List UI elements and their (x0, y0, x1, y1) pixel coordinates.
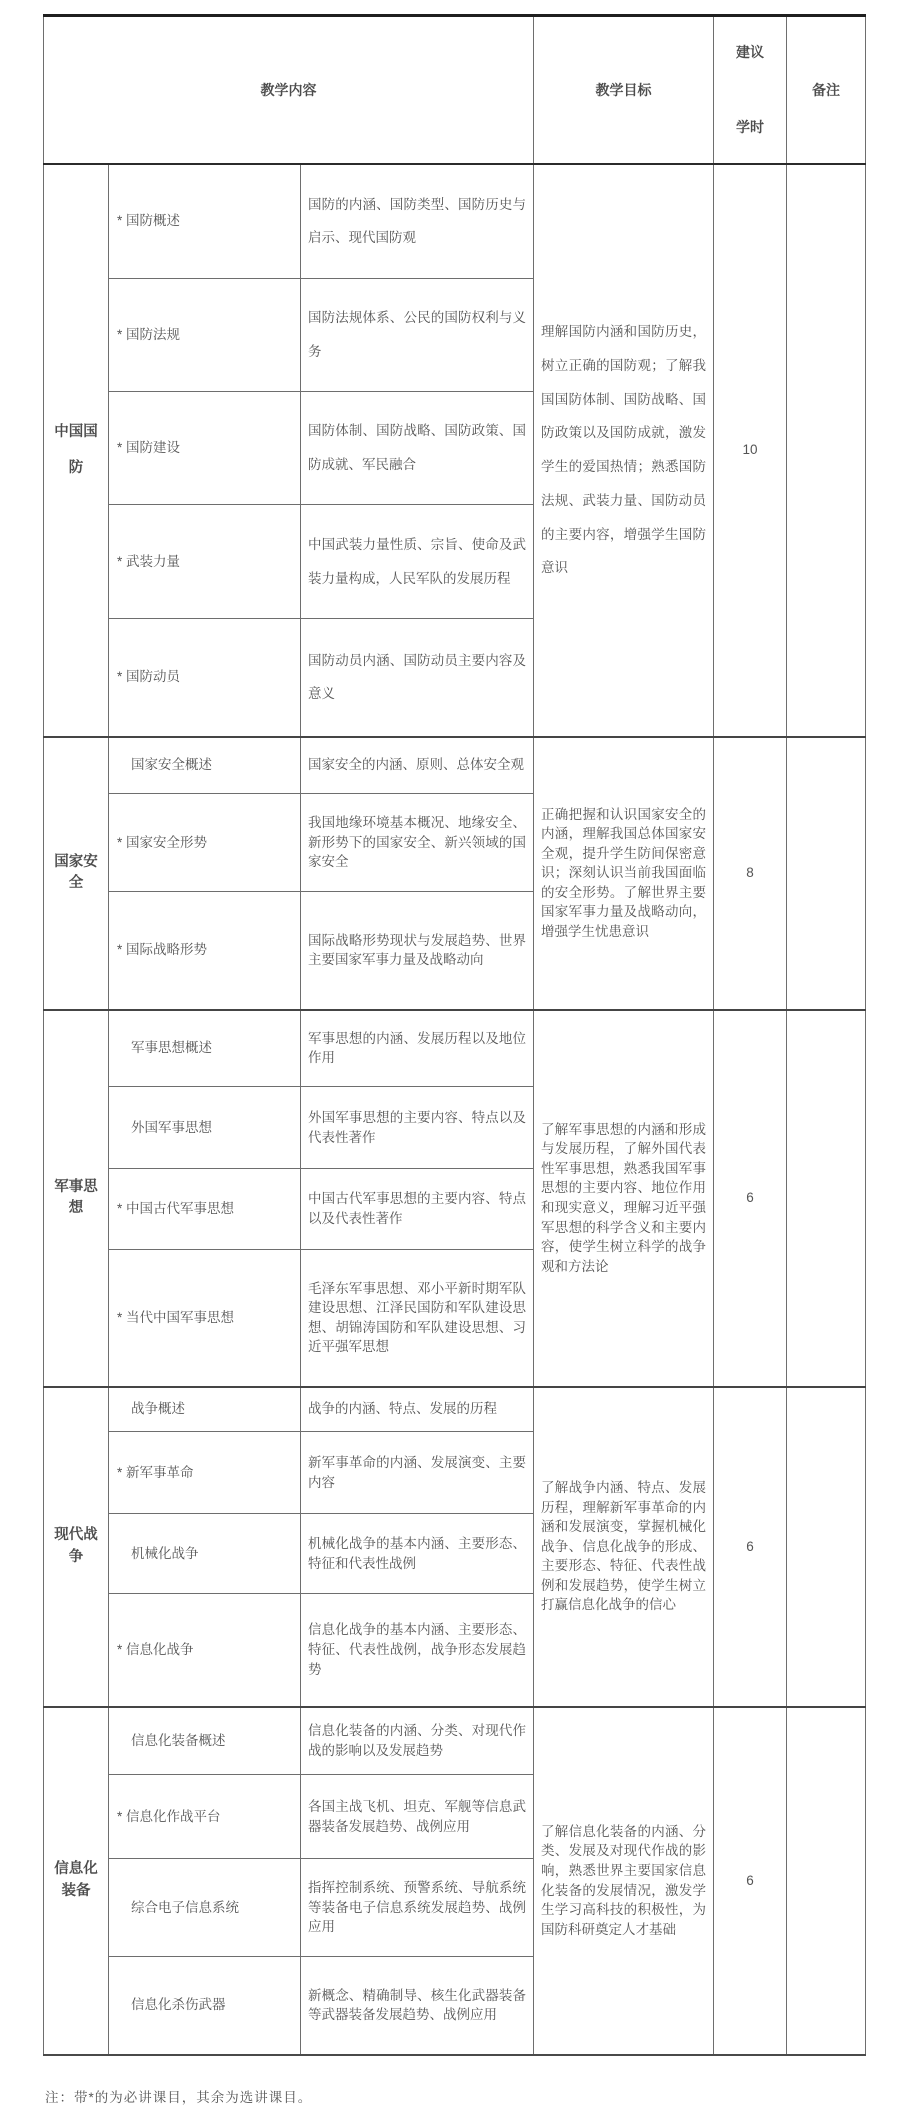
table-row (44, 1707, 866, 1775)
section-china-national-defense (44, 164, 866, 737)
category-cell: 现代战争 (44, 1387, 109, 1707)
topic-cell: 外国军事思想 (109, 1087, 301, 1169)
detail-cell: 信息化战争的基本内涵、主要形态、特征、代表性战例，战争形态发展趋势 (301, 1594, 534, 1707)
topic-cell: 战争概述 (109, 1387, 301, 1432)
topic-cell: * 信息化战争 (109, 1594, 301, 1707)
curriculum-table (43, 14, 866, 2056)
category-cell: 中国国防 (44, 164, 109, 737)
table-row (44, 1387, 866, 1432)
detail-cell: 机械化战争的基本内涵、主要形态、特征和代表性战例 (301, 1514, 534, 1594)
header-teaching-objective: 教学目标 (534, 16, 714, 164)
objective-cell: 了解信息化装备的内涵、分类、发展及对现代作战的影响，熟悉世界主要国家信息化装备的发展情况，激发学生学习高科技的积极性，为国防科研奠定人才基础 (534, 1707, 714, 2055)
section-military-thought (44, 1010, 866, 1387)
topic-cell: 军事思想概述 (109, 1010, 301, 1087)
detail-cell: 国防体制、国防战略、国防政策、国防成就、军民融合 (301, 392, 534, 505)
detail-cell: 各国主战飞机、坦克、军舰等信息武器装备发展趋势、战例应用 (301, 1775, 534, 1859)
footnote: 注：带*的为必讲课目，其余为选讲课目。 (45, 2089, 313, 2105)
detail-cell: 信息化装备的内涵、分类、对现代作战的影响以及发展趋势 (301, 1707, 534, 1775)
category-cell: 军事思想 (44, 1010, 109, 1387)
category-cell: 信息化装备 (44, 1707, 109, 2055)
detail-cell: 外国军事思想的主要内容、特点以及代表性著作 (301, 1087, 534, 1169)
section-modern-warfare (44, 1387, 866, 1707)
section-national-security (44, 737, 866, 1010)
topic-cell: * 信息化作战平台 (109, 1775, 301, 1859)
remark-cell (787, 1010, 866, 1387)
objective-cell: 理解国防内涵和国防历史，树立正确的国防观；了解我国国防体制、国防战略、国防政策以及国防成就，激发学生的爱国热情；熟悉国防法规、武装力量、国防动员的主要内容，增强学生国防意识 (534, 164, 714, 737)
detail-cell: 新概念、精确制导、核生化武器装备等武器装备发展趋势、战例应用 (301, 1957, 534, 2055)
topic-cell: * 国防动员 (109, 619, 301, 737)
hours-cell: 6 (714, 1707, 787, 2055)
detail-cell: 中国古代军事思想的主要内容、特点以及代表性著作 (301, 1169, 534, 1250)
detail-cell: 指挥控制系统、预警系统、导航系统等装备电子信息系统发展趋势、战例应用 (301, 1859, 534, 1957)
remark-cell (787, 737, 866, 1010)
header-suggested-hours (714, 16, 787, 164)
table-row (44, 164, 866, 279)
topic-cell: * 国际战略形势 (109, 892, 301, 1010)
header-suggested-hours-line1: 建议 (736, 43, 765, 60)
topic-cell: 机械化战争 (109, 1514, 301, 1594)
table-row (44, 1010, 866, 1087)
topic-cell: * 国家安全形势 (109, 794, 301, 892)
topic-cell: 国家安全概述 (109, 737, 301, 794)
detail-cell: 国际战略形势现状与发展趋势、世界主要国家军事力量及战略动向 (301, 892, 534, 1010)
topic-cell: * 中国古代军事思想 (109, 1169, 301, 1250)
hours-cell: 6 (714, 1387, 787, 1707)
objective-cell: 了解战争内涵、特点、发展历程，理解新军事革命的内涵和发展演变，掌握机械化战争、信息化战争的形成、主要形态、特征、代表性战例和发展趋势，使学生树立打赢信息化战争的信心 (534, 1387, 714, 1707)
detail-cell: 国家安全的内涵、原则、总体安全观 (301, 737, 534, 794)
detail-cell: 新军事革命的内涵、发展演变、主要内容 (301, 1432, 534, 1514)
detail-cell: 国防法规体系、公民的国防权利与义务 (301, 279, 534, 392)
header-row (44, 16, 866, 164)
remark-cell (787, 1387, 866, 1707)
topic-cell: 信息化装备概述 (109, 1707, 301, 1775)
topic-cell: 信息化杀伤武器 (109, 1957, 301, 2055)
header-teaching-content: 教学内容 (44, 16, 534, 164)
detail-cell: 战争的内涵、特点、发展的历程 (301, 1387, 534, 1432)
objective-cell: 了解军事思想的内涵和形成与发展历程，了解外国代表性军事思想，熟悉我国军事思想的主要内容、地位作用和现实意义，理解习近平强军思想的科学含义和主要内容，使学生树立科学的战争观和方法论 (534, 1010, 714, 1387)
header-suggested-hours-line2: 学时 (736, 118, 765, 135)
category-cell: 国家安全 (44, 737, 109, 1010)
topic-cell: 综合电子信息系统 (109, 1859, 301, 1957)
detail-cell: 军事思想的内涵、发展历程以及地位作用 (301, 1010, 534, 1087)
detail-cell: 国防动员内涵、国防动员主要内容及意义 (301, 619, 534, 737)
remark-cell (787, 1707, 866, 2055)
detail-cell: 毛泽东军事思想、邓小平新时期军队建设思想、江泽民国防和军队建设思想、胡锦涛国防和军队建设思想、习近平强军思想 (301, 1250, 534, 1387)
topic-cell: * 国防建设 (109, 392, 301, 505)
detail-cell: 我国地缘环境基本概况、地缘安全、新形势下的国家安全、新兴领域的国家安全 (301, 794, 534, 892)
topic-cell: * 新军事革命 (109, 1432, 301, 1514)
remark-cell (787, 164, 866, 737)
hours-cell: 10 (714, 164, 787, 737)
header-remarks: 备注 (787, 16, 866, 164)
topic-cell: * 当代中国军事思想 (109, 1250, 301, 1387)
topic-cell: * 武装力量 (109, 505, 301, 619)
hours-cell: 6 (714, 1010, 787, 1387)
table-row (44, 737, 866, 794)
topic-cell: * 国防法规 (109, 279, 301, 392)
objective-cell: 正确把握和认识国家安全的内涵，理解我国总体国家安全观，提升学生防间保密意识；深刻认识当前我国面临的安全形势。了解世界主要国家军事力量及战略动向，增强学生忧患意识 (534, 737, 714, 1010)
hours-cell: 8 (714, 737, 787, 1010)
topic-cell: * 国防概述 (109, 164, 301, 279)
detail-cell: 中国武装力量性质、宗旨、使命及武装力量构成，人民军队的发展历程 (301, 505, 534, 619)
section-informationized-equipment (44, 1707, 866, 2055)
detail-cell: 国防的内涵、国防类型、国防历史与启示、现代国防观 (301, 164, 534, 279)
